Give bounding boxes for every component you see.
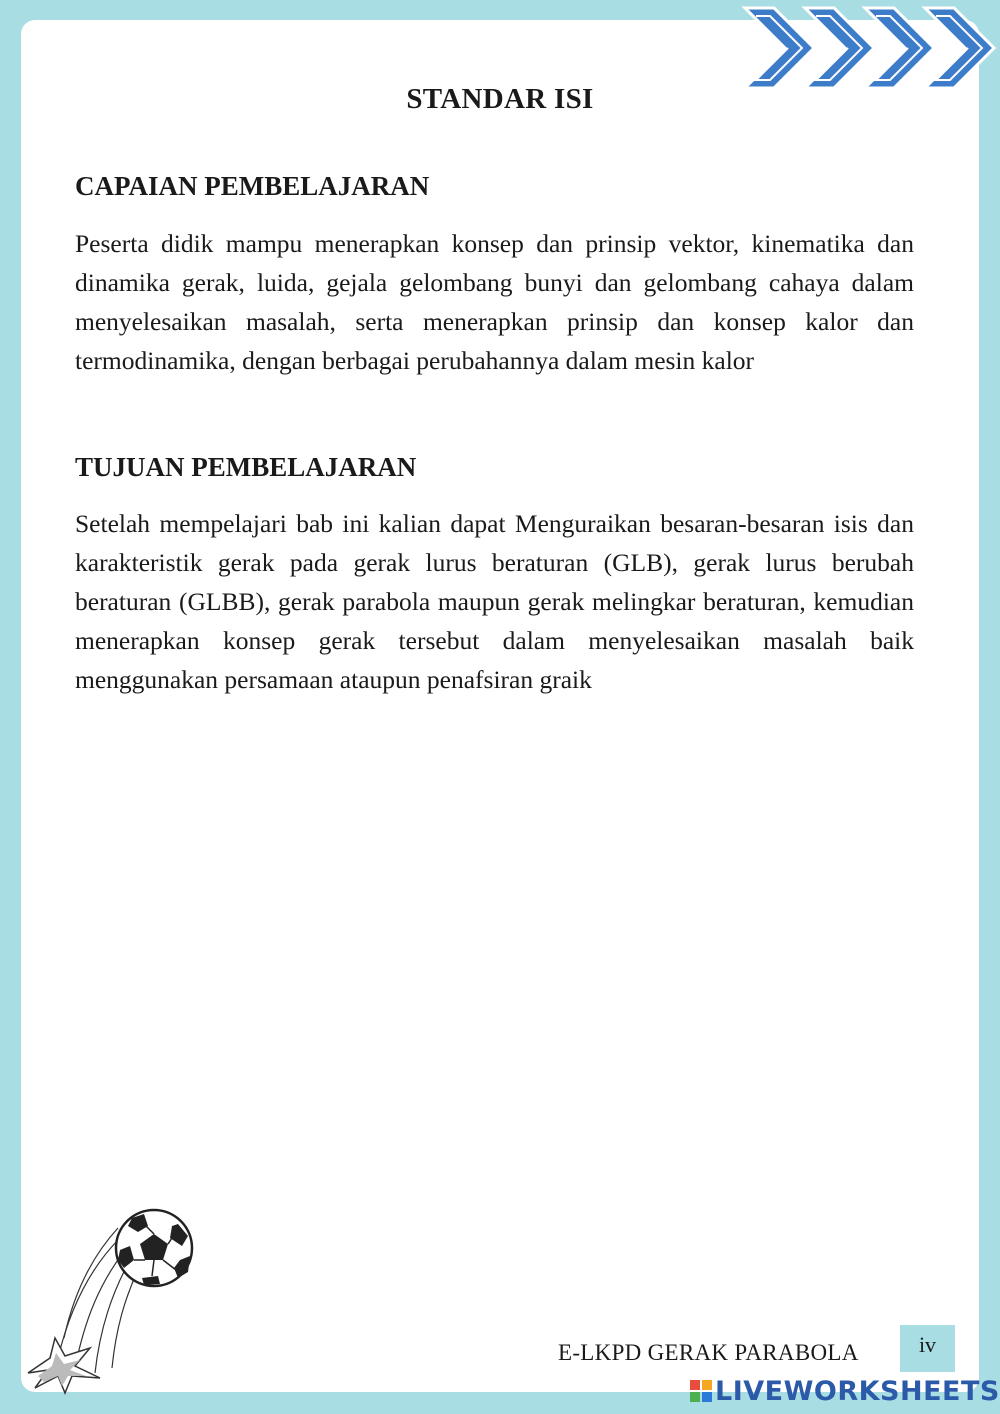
- footer-book-title: E-LKPD GERAK PARABOLA: [558, 1340, 859, 1365]
- liveworksheets-logo-icon: [690, 1380, 712, 1402]
- liveworksheets-watermark: [690, 1372, 1000, 1410]
- section-body-capaian: Peserta didik mampu menerapkan konsep dan prinsip vektor, kinematika dan dinamika gerak, luida, gejala gelombang bunyi dan gelombang cahaya dalam menyelesaikan masalah, serta menerapkan prinsip dan konsep kalor dan termodinamika, dengan berbagai perubahannya dalam mesin kalor: [75, 229, 914, 375]
- page-title: STANDAR ISI: [406, 83, 594, 115]
- liveworksheets-brand: LIVEWORKSHEETS: [715, 1375, 1000, 1407]
- page-number: iv: [900, 1325, 955, 1372]
- section-body-tujuan: Setelah mempelajari bab ini kalian dapat Menguraikan besaran-besaran isis dan karakteristik gerak pada gerak lurus beraturan (GLB), gerak lurus berubah beraturan (GLBB), gerak parabola maupun gerak melingkar beraturan, kemudian menerapkan konsep gerak tersebut dalam menyelesaikan masalah baik menggunakan persamaan ataupun penafsiran graik: [75, 509, 914, 694]
- soccer-ball-icon: [20, 1198, 210, 1398]
- section-heading-tujuan: TUJUAN PEMBELAJARAN: [75, 452, 417, 482]
- section-heading-capaian: CAPAIAN PEMBELAJARAN: [75, 171, 430, 201]
